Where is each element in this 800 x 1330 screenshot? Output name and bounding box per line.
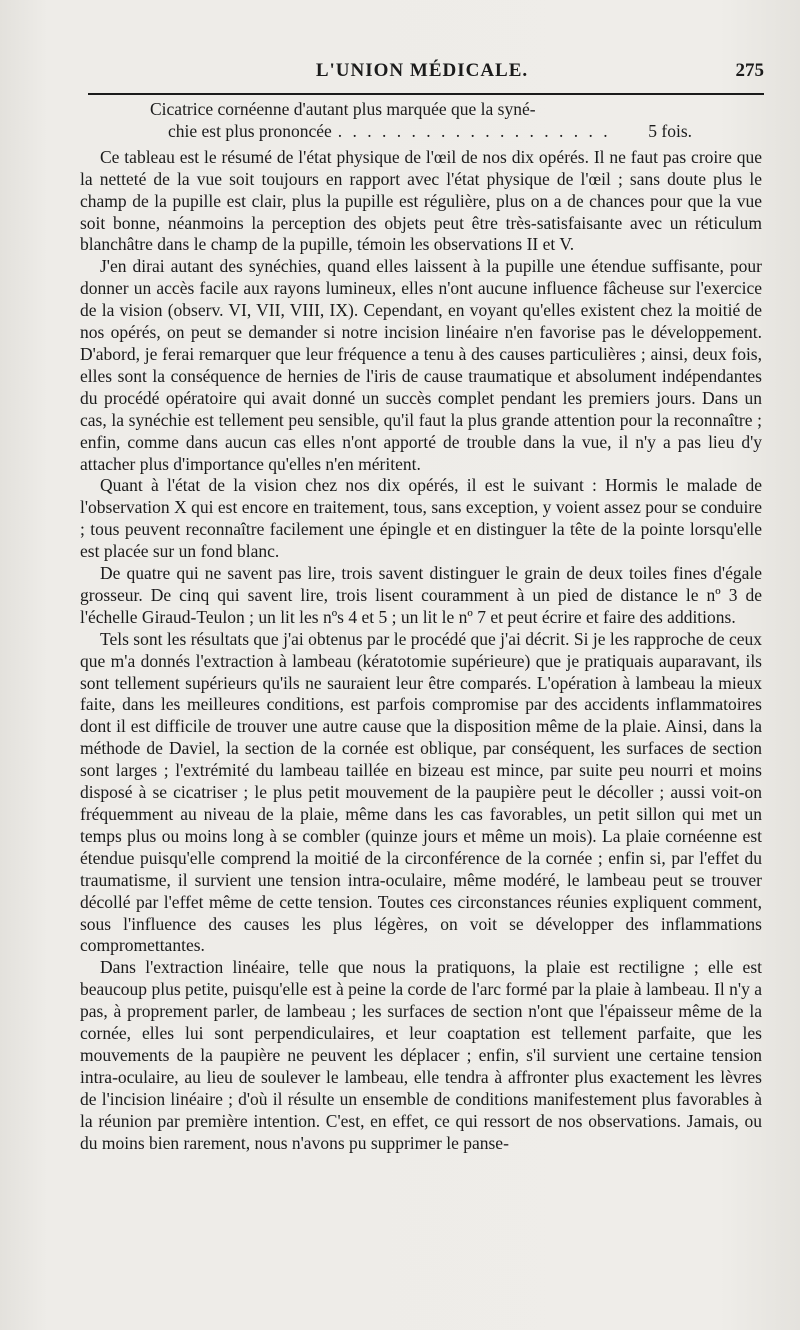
table-row-line2 [150,121,762,143]
header-rule [88,93,764,95]
paragraph-2: J'en dirai autant des synéchies, quand elles laissent à la pupille une étendue suffisante, pour donner un accès facile aux rayons lumineux, elles n'ont aucune influence fâcheuse sur l'exercice de la vision (observ. VI, VII, VIII, IX). Cependant, en voyant qu'elles existent chez la moitié de nos opérés, on peut se demander si notre incision linéaire n'en favorise pas le développement. D'abord, je ferai remarquer que leur fréquence a tenu à des causes particulières ; ainsi, deux fois, elles sont la conséquence de hernies de l'iris de cause traumatique et absolument indépendantes du procédé opératoire qui avait donné un succès complet pendant les premiers jours. Dans un cas, la synéchie est tellement peu sensible, qu'il faut la plus grande attention pour la reconnaître ; enfin, comme dans aucun cas elles n'ont apporté de trouble dans la vue, il n'y a pas lieu d'y attacher plus d'importance qu'elles n'en méritent. [80,256,762,474]
paragraph-3: Quant à l'état de la vision chez nos dix opérés, il est le suivant : Hormis le malade de l'observation X qui est encore en traitement, tous, sans exception, y voient assez pour se conduire ; tous peuvent reconnaître facilement une épingle et en distinguer la tête de la pointe lorsqu'elle est placée sur un fond blanc. [80,475,762,562]
paragraph-1: Ce tableau est le résumé de l'état physique de l'œil de nos dix opérés. Il ne faut pas croire que la netteté de la vue soit toujours en rapport avec l'état physique de l'œil ; sans doute plus le champ de la pupille est clair, plus la pupille est régulière, plus on a de chances pour que la vue soit bonne, néanmoins la perception des objets peut être très-satisfaisante avec un réticulum blanchâtre dans le champ de la pupille, témoin les observations II et V. [80,146,762,255]
table-row-label-line2: chie est plus prononcée [168,120,332,141]
dot-leader: . . . . . . . . . . . . . . . . . . . [337,120,611,141]
page-number: 275 [735,60,764,81]
body-text [80,99,762,1155]
table-row [80,99,762,143]
page-header [80,60,764,84]
table-row-label-line1: Cicatrice cornéenne d'autant plus marquée que la syné- [150,99,536,119]
journal-title: L'UNION MÉDICALE. [315,60,529,81]
table-row-value: 5 fois. [648,120,692,141]
paragraph-6: Dans l'extraction linéaire, telle que nous la pratiquons, la plaie est rectiligne ; elle est beaucoup plus petite, puisqu'elle est à peine la corde de l'arc formé par la plaie à lambeau. Il n'y a pas, à proprement parler, de lambeau ; les surfaces de section n'ont que l'épaisseur même de la cornée, elles lui sont perpendiculaires, et leur coaptation est tellement parfaite, que les mouvements de la paupière ne peuvent les déplacer ; enfin, s'il survient une certaine tension intra-oculaire, au lieu de soulever le lambeau, elle tendra à affronter plus exactement les lèvres de l'incision linéaire ; d'où il résulte un ensemble de conditions manifestement plus favorables à la réunion par première intention. C'est, en effet, ce qui ressort de nos observations. Jamais, ou du moins bien rarement, nous n'avons pu supprimer le panse- [80,957,762,1153]
paragraph-5: Tels sont les résultats que j'ai obtenus par le procédé que j'ai décrit. Si je les rapproche de ceux que m'a donnés l'extraction à lambeau (kératotomie supérieure) que je pratiquais auparavant, ils sont tellement supérieurs qu'ils ne sauraient leur être comparés. L'opération à lambeau la mieux faite, dans les meilleures conditions, est parfois compromise par des accidents inflammatoires dont il est difficile de trouver une autre cause que la disposition même de la plaie. Ainsi, dans la méthode de Daviel, la section de la cornée est oblique, par conséquent, les surfaces de section sont larges ; l'extrémité du lambeau taillée en bizeau est mince, par suite peu nourri et moins disposé à se cicatriser ; le plus petit mouvement de la paupière peut le décoller ; aussi voit-on fréquemment au niveau de la plaie, même dans les cas favorables, un petit sillon qui met un temps plus ou moins long à se combler (quinze jours et même un mois). La plaie cornéenne est étendue puisqu'elle comprend la moitié de la circonférence de la cornée ; enfin si, par l'effet du traumatisme, il survient une tension intra-oculaire, même modéré, le lambeau peut se trouver décollé par l'effet même de cette tension. Toutes ces circonstances réunies expliquent comment, sous l'influence des causes les plus légères, on voit se développer des inflammations compromettantes. [80,628,762,956]
paragraph-4: De quatre qui ne savent pas lire, trois savent distinguer le grain de deux toiles fines d'égale grosseur. De cinq qui savent lire, trois lisent couramment à un pied de distance le nº 3 de l'échelle Giraud-Teulon ; un lit les nºs 4 et 5 ; un lit le nº 7 et peut écrire et faire des additions. [80,563,762,627]
